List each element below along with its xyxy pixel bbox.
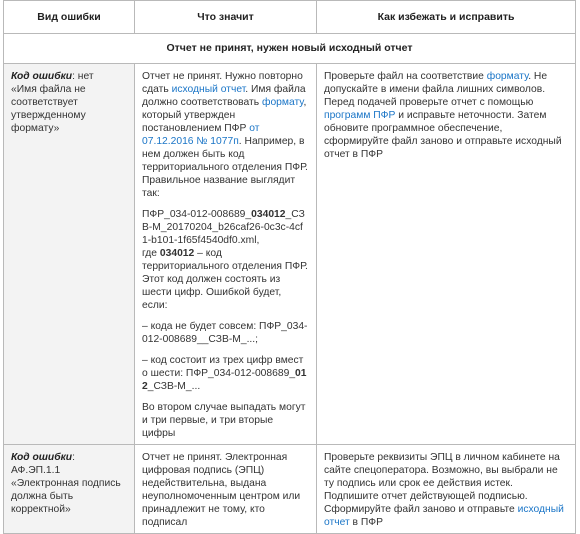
error-code-value: : АФ.ЭП.1.1 xyxy=(11,452,75,476)
text: . Имя файла должно соответствовать xyxy=(142,84,306,108)
link-format[interactable]: формату xyxy=(261,97,304,108)
header-error-type: Вид ошибки xyxy=(4,1,135,34)
meaning-cell xyxy=(135,64,317,445)
text-bold: 034012 xyxy=(251,209,286,220)
link-initial-report[interactable]: исходный отчет xyxy=(171,84,246,95)
text: _СЗВ-М_20170204_b26caf26-0c3c-4cf1-b101-1f65f4540df0.xml, xyxy=(142,209,305,246)
section-row xyxy=(4,34,576,64)
meaning-note: Во втором случае выпадать могут и три первые, и три вторые цифры xyxy=(142,402,306,439)
text: и исправьте неточности. Затем обновите программное обеспечение, сформируйте файл заново и отправьте исходный отчет в ПФР xyxy=(324,110,562,160)
header-how-to-fix: Как избежать и исправить xyxy=(317,1,576,34)
error-code-value: : нет xyxy=(72,71,94,82)
text: Отчет не принят. Нужно повторно сдать xyxy=(142,71,303,95)
meaning-cell: Отчет не принят. Электронная цифровая подпись (ЭПЦ) недействительна, выдана неуполномоченным центром или принадлежит не тому, кто подписал xyxy=(135,445,317,534)
text: Проверьте реквизиты ЭПЦ в личном кабинете на сайте спецоператора. Возможно, вы выбрали не ту подпись или срок ее действия истек. Подпишите отчет действующей подписью. Сформируйте файл заново и отправьте xyxy=(324,452,560,515)
text: где xyxy=(142,248,160,259)
table-header-row xyxy=(4,1,576,34)
text: – код состоит из трех цифр вместо шести: ПФР_034-012-008689_ xyxy=(142,355,304,379)
error-description: «Имя файла не соответствует утвержденному формату» xyxy=(11,84,86,134)
text: . Не допускайте в имени файла лишних символов. Перед подачей проверьте отчет с помощью xyxy=(324,71,548,108)
table-row xyxy=(4,64,576,445)
error-code-label: Код ошибки xyxy=(11,452,73,463)
text: в ПФР xyxy=(349,517,383,528)
bullet-item: – кода не будет совсем: ПФР_034-012-008689__СЗВ-М_...; xyxy=(142,321,308,345)
text: . Например, в нем должен быть код территориального отделения ПФР. Правильное название выглядит так: xyxy=(142,136,308,199)
error-code-label: Код ошибки xyxy=(11,71,73,82)
text: – код территориального отделения ПФР. Этот код должен состоять из шести цифр. Ошибкой будет, если: xyxy=(142,248,308,311)
text: , который утвержден постановлением ПФР xyxy=(142,97,307,134)
section-title: Отчет не принят, нужен новый исходный отчет xyxy=(4,34,576,64)
error-type-cell xyxy=(4,445,135,534)
fix-cell xyxy=(317,445,576,534)
error-description: «Электронная подпись должна быть корректной» xyxy=(11,478,121,515)
fix-cell xyxy=(317,64,576,445)
table-row xyxy=(4,445,576,534)
text-bold: 034012 xyxy=(159,248,195,259)
text: _СЗВ-М_... xyxy=(147,381,201,392)
header-meaning: Что значит xyxy=(135,1,317,34)
link-pfr-programs[interactable]: программ ПФР xyxy=(324,110,396,121)
link-resolution[interactable]: от 07.12.2016 № 1077п xyxy=(142,123,260,147)
file-name-example xyxy=(142,208,308,247)
text: Проверьте файл на соответствие xyxy=(324,71,487,82)
link-initial-report[interactable]: исходный отчет xyxy=(324,504,564,528)
bullet-item xyxy=(142,354,308,393)
text-bold: 012 xyxy=(142,368,307,392)
text: ПФР_034-012-008689_ xyxy=(142,209,252,220)
error-table xyxy=(3,0,576,534)
link-format[interactable]: формату xyxy=(486,71,529,82)
error-type-cell xyxy=(4,64,135,445)
